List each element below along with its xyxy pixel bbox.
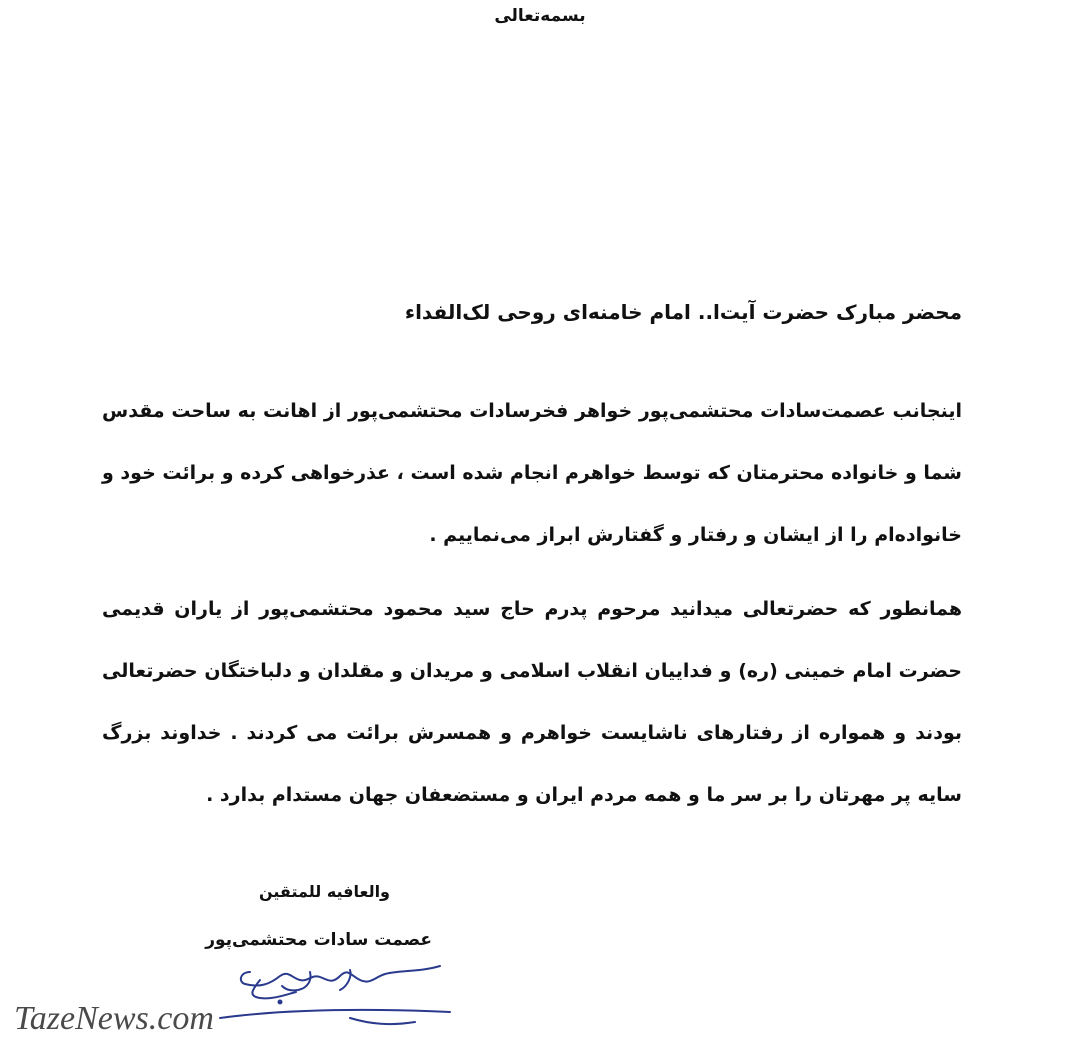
- letter-paragraph-2: همانطور که حضرتعالی میدانید مرحوم پدرم حاج سید محمود محتشمی‌پور از یاران قدیمی حضرت امام خمینی (ره) و فداییان انقلاب اسلامی و مریدان و مقلدان و دلباختگان حضرتعالی بودند و همواره از رفتارهای ناشایست خواهرم و همسرش برائت می کردند . خداوند بزرگ سایه پر مهرتان را بر سر ما و همه مردم ایران و مستضعفان جهان مستدام بدارد .: [102, 598, 962, 806]
- closing-phrase: والعافیه للمتقین: [259, 882, 390, 901]
- letter-header: بسمه‌تعالی: [494, 6, 586, 26]
- signer-name: عصمت سادات محتشمی‌پور: [205, 930, 432, 950]
- watermark-logo: TazeNews.com: [14, 1000, 214, 1037]
- handwritten-signature: [200, 950, 460, 1040]
- letter-paragraph-1: اینجانب عصمت‌سادات محتشمی‌پور خواهر فخرسادات محتشمی‌پور از اهانت به ساحت مقدس شما و خانواده محترمتان که توسط خواهرم انجام شده است ، عذرخواهی کرده و برائت خود و خانواده‌ام را از ایشان و رفتار و گفتارش ابراز می‌نماییم .: [102, 400, 962, 546]
- salutation-line: محضر مبارک حضرت آیت‌ا.. امام خامنه‌ای روحی لک‌الفداء: [404, 300, 962, 324]
